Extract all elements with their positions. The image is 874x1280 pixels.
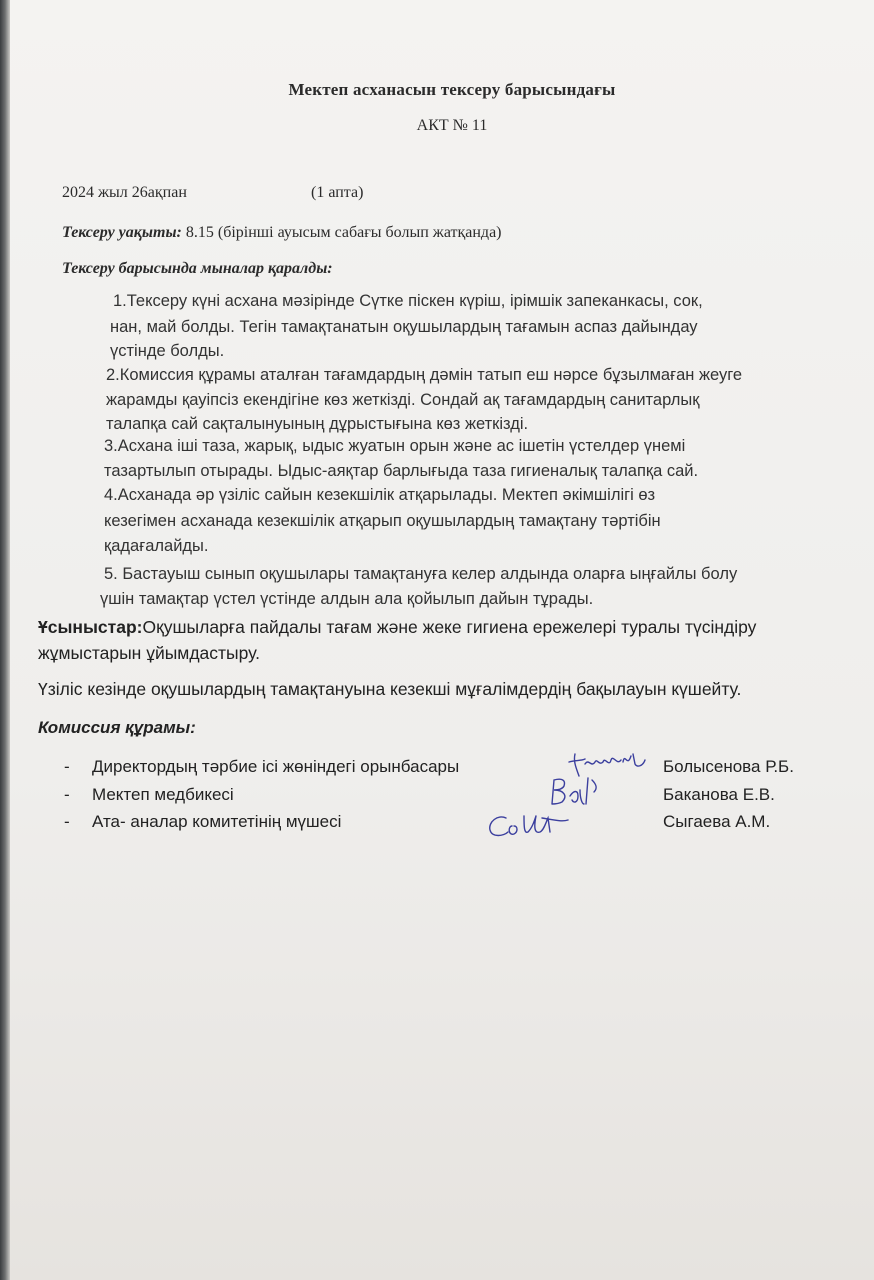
item-2-line-3: талапқа сай сақталынуының дұрыстығына көз жеткізді. xyxy=(106,415,529,433)
item-1-line-1: 1.Тексеру күні асхана мәзірінде Сүтке піскен күріш, ірімшік запеканкасы, сок, xyxy=(113,292,703,310)
act-number: АКТ № 11 xyxy=(416,117,488,134)
inspection-time xyxy=(62,224,502,242)
member-2-role: Мектеп медбикесі xyxy=(92,785,234,804)
item-5-line-1: 5. Бастауыш сынып оқушылары тамақтануға келер алдында оларға ыңғайлы болу xyxy=(104,565,738,583)
member-3-role: Ата- аналар комитетінің мүшесі xyxy=(92,812,342,831)
item-2-line-1: 2.Комиссия құрамы аталған тағамдардың дәмін татып еш нәрсе бұзылмаған жеуге xyxy=(106,366,743,384)
signature-2 xyxy=(548,774,618,808)
act-week: (1 апта) xyxy=(311,184,364,201)
item-5-line-2: үшін тамақтар үстел үстінде алдын ала қойылып дайын тұрады. xyxy=(100,590,594,608)
member-2-name: Баканова Е.В. xyxy=(663,785,775,804)
recommendations-text: Оқушыларға пайдалы тағам және жеке гигиена ережелері туралы түсіндіру xyxy=(142,617,757,637)
reviewed-heading: Тексеру барысында мыналар қаралды: xyxy=(62,260,333,277)
member-1-name: Болысенова Р.Б. xyxy=(663,757,794,776)
item-1-line-2: нан, май болды. Тегін тамақтанатын оқушылардың тағамын аспаз дайындау xyxy=(110,318,698,336)
item-4-line-1: 4.Асханада әр үзіліс сайын кезекшілік атқарылады. Мектеп әкімшілігі өз xyxy=(104,486,656,504)
recommendations-line-3: Үзіліс кезінде оқушылардың тамақтануына кезекші мұғалімдердің бақылауын күшейту. xyxy=(38,679,742,699)
item-4-line-2: кезегімен асханада кезекшілік атқарып оқушылардың тамақтану тәртібін xyxy=(104,512,661,530)
member-3-dash: - xyxy=(64,812,70,831)
item-1-line-3: үстінде болды. xyxy=(110,342,225,360)
recommendations-line-2: жұмыстарын ұйымдастыру. xyxy=(38,643,261,663)
document-title: Мектеп асханасын тексеру барысындағы xyxy=(288,80,616,99)
page-edge-shadow xyxy=(0,0,10,1280)
inspection-time-value: 8.15 (бірінші ауысым сабағы болып жатқанда) xyxy=(181,224,502,241)
member-3-name: Сыгаева А.М. xyxy=(663,812,771,831)
item-2-line-2: жарамды қауіпсіз екендігіне көз жеткізді. Сондай ақ тағамдардың санитарлық xyxy=(106,391,700,409)
member-1-role: Директордың тәрбие ісі жөніндегі орынбасары xyxy=(92,757,460,776)
member-1-dash: - xyxy=(64,757,70,776)
item-4-line-3: қадағалайды. xyxy=(104,537,209,555)
signature-3 xyxy=(484,808,574,842)
inspection-time-label: Тексеру уақыты: xyxy=(62,224,182,241)
member-2-dash: - xyxy=(64,785,70,804)
recommendations-label: Ұсыныстар: xyxy=(38,617,143,637)
item-3-line-2: тазартылып отырады. Ыдыс-аяқтар барлығыда таза гигиеналық талапқа сай. xyxy=(104,462,699,480)
act-date: 2024 жыл 26ақпан xyxy=(62,184,187,201)
commission-heading: Комиссия құрамы: xyxy=(38,718,196,737)
recommendations-line-1 xyxy=(38,617,756,638)
item-3-line-1: 3.Асхана іші таза, жарық, ыдыс жуатын орын және ас ішетін үстелдер үнемі xyxy=(104,437,686,455)
